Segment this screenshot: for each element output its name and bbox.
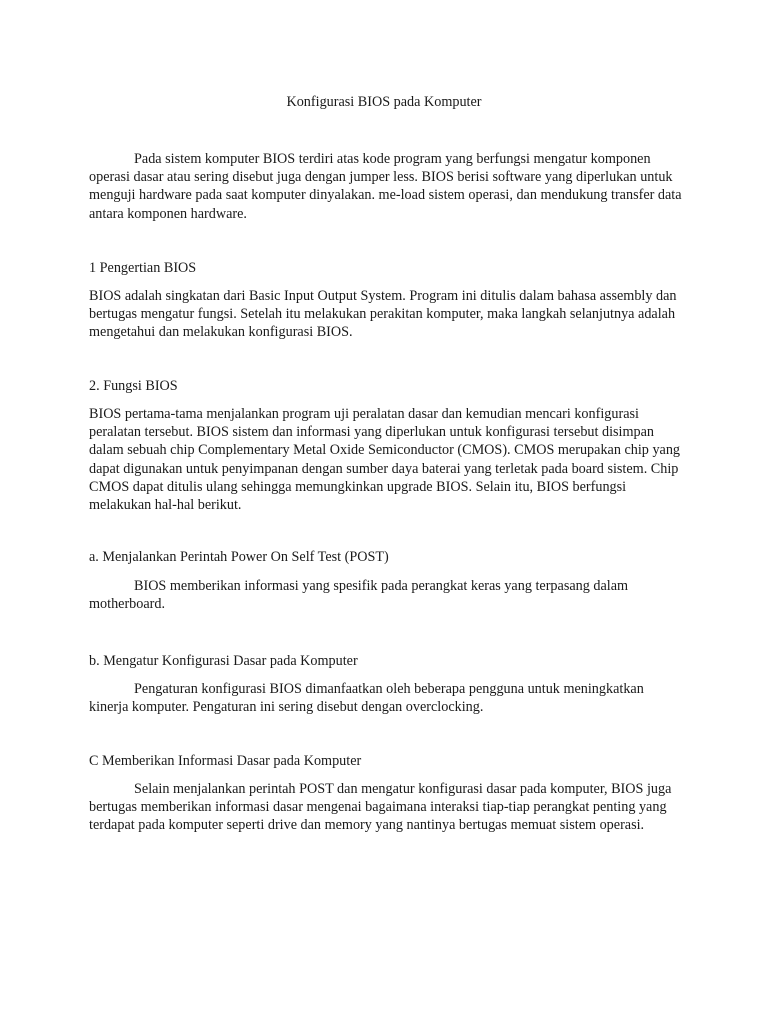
section-heading-fungsi: 2. Fungsi BIOS bbox=[89, 378, 178, 394]
section-body-pengertian: BIOS adalah singkatan dari Basic Input Output System. Program ini ditulis dalam bahasa assembly dan bertugas mengatur fungsi. Setelah itu melakukan perakitan komputer, maka langkah selanjutnya adalah mengetahui dan melakukan konfigurasi BIOS. bbox=[89, 288, 677, 341]
section-body-informasi-dasar: Selain menjalankan perintah POST dan mengatur konfigurasi dasar pada komputer, BIOS juga bertugas memberikan informasi dasar mengenai bagaimana interaksi tiap-tiap perangkat penting yang terdapat pada komputer seperti drive dan memory yang nantinya bertugas memuat sistem operasi. bbox=[89, 781, 672, 834]
section-body-konfigurasi-dasar: Pengaturan konfigurasi BIOS dimanfaatkan oleh beberapa pengguna untuk meningkatkan kinerja komputer. Pengaturan ini sering disebut dengan overclocking. bbox=[89, 681, 644, 716]
section-heading-post: a. Menjalankan Perintah Power On Self Test (POST) bbox=[89, 549, 389, 565]
section-heading-pengertian: 1 Pengertian BIOS bbox=[89, 260, 197, 276]
section-body-post: BIOS memberikan informasi yang spesifik pada perangkat keras yang terpasang dalam motherboard. bbox=[89, 578, 629, 613]
section-heading-konfigurasi-dasar: b. Mengatur Konfigurasi Dasar pada Komputer bbox=[89, 653, 358, 669]
section-body-fungsi: BIOS pertama-tama menjalankan program uji peralatan dasar dan kemudian mencari konfigurasi peralatan tersebut. BIOS sistem dan informasi yang diperlukan untuk konfigurasi tersebut disimpan dalam sebuah chip Complementary Metal Oxide Semiconductor (CMOS). CMOS merupakan chip yang dapat digunakan untuk penyimpanan dengan sumber daya baterai yang terletak pada board sistem. Chip CMOS dapat ditulis ulang sehingga memungkinkan upgrade BIOS. Selain itu, BIOS berfungsi melakukan hal-hal berikut. bbox=[89, 406, 681, 514]
section-heading-informasi-dasar: C Memberikan Informasi Dasar pada Komputer bbox=[89, 753, 362, 769]
document-title: Konfigurasi BIOS pada Komputer bbox=[286, 94, 482, 110]
intro-paragraph: Pada sistem komputer BIOS terdiri atas kode program yang berfungsi mengatur komponen operasi dasar atau sering disebut juga dengan jumper less. BIOS berisi software yang diperlukan untuk menguji hardware pada saat komputer dinyalakan. me-load sistem operasi, dan mendukung transfer data antara komponen hardware. bbox=[89, 151, 682, 222]
